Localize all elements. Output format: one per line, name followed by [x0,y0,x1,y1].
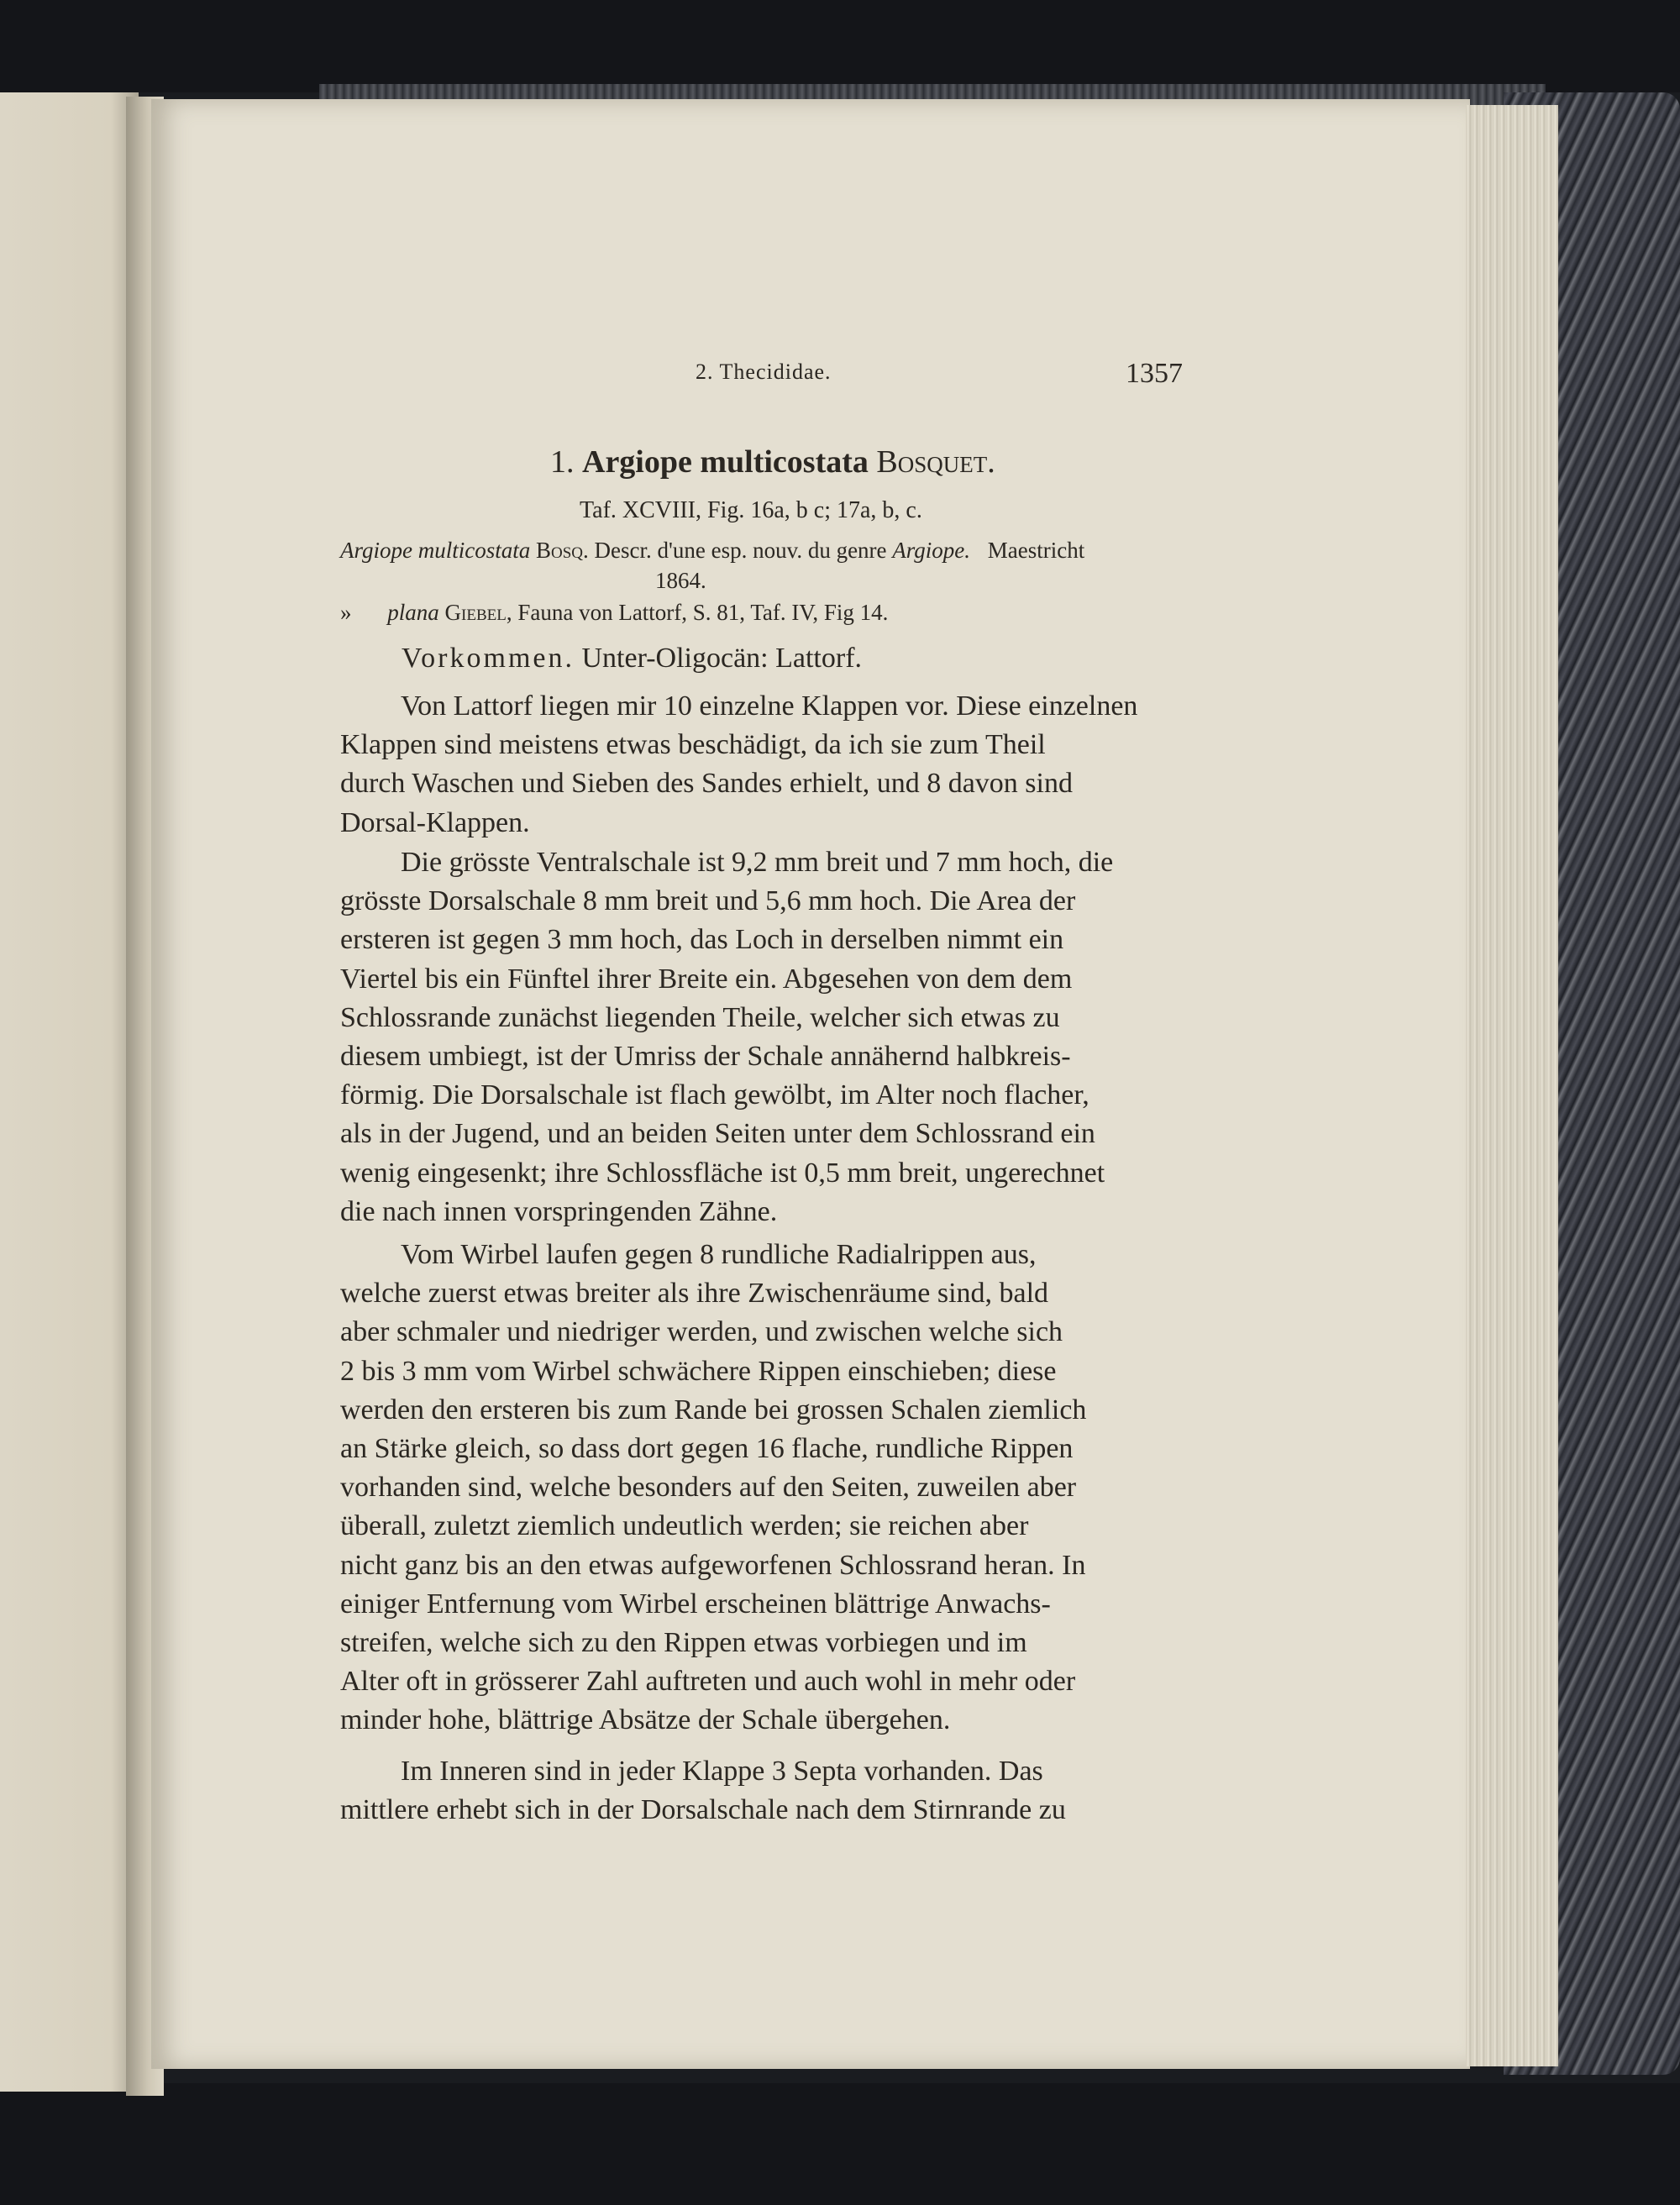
text-line: überall, zuletzt ziemlich undeutlich werden; sie reichen aber [340,1510,1029,1542]
text-line: einiger Entfernung vom Wirbel erscheinen blättrige Anwachs- [340,1588,1051,1620]
occurrence-label: Vorkommen. [402,643,575,674]
page-number: 1357 [1126,358,1183,389]
synonym-ditto-mark: » [340,600,352,625]
text-line: Dorsal-Klappen. [340,806,530,838]
background-top [0,0,1680,92]
synonym-reference-genus: Argiope. [892,538,971,563]
entry-number: 1. [550,444,575,480]
text-line: Schlossrande zunächst liegenden Theile, welcher sich etwas zu [340,1001,1060,1033]
background-bottom [0,2083,1680,2205]
synonym-name: plana [387,600,439,625]
text-line: Vom Wirbel laufen gegen 8 rundliche Radialrippen aus, [401,1239,1037,1270]
text-line: Klappen sind meistens etwas beschädigt, da ich sie zum Theil [340,729,1046,761]
synonym-reference: Fauna von Lattorf, S. 81, Taf. IV, Fig 14. [517,600,889,625]
text-line: durch Waschen und Sieben des Sandes erhielt, und 8 davon sind [340,768,1073,800]
text-line: Alter oft in grösserer Zahl auftreten und auch wohl in mehr oder [340,1666,1076,1698]
text-line: Von Lattorf liegen mir 10 einzelne Klappen vor. Diese einzelnen [401,690,1138,722]
synonymy-line-2 [340,600,888,626]
text-line: die nach innen vorspringenden Zähne. [340,1195,778,1227]
text-line: werden den ersteren bis zum Rande bei grossen Schalen ziemlich [340,1394,1087,1425]
synonymy-year: 1864. [655,568,706,593]
page-stack-edges [1466,105,1558,2066]
text-line: als in der Jugend, und an beiden Seiten unter dem Schlossrand ein [340,1118,1095,1150]
species-name: Argiope multicostata [582,444,869,480]
plate-reference: Taf. XCVIII, Fig. 16a, b c; 17a, b, c. [580,497,922,523]
text-line: Im Inneren sind in jeder Klappe 3 Septa vorhanden. Das [401,1756,1043,1787]
synonym-name: Argiope multicostata [340,538,531,563]
text-line: aber schmaler und niedriger werden, und zwischen welche sich [340,1316,1063,1348]
synonym-author: Giebel, [444,600,512,625]
text-line: streifen, welche sich zu den Rippen etwas vorbiegen und im [340,1627,1027,1658]
text-line: minder hohe, blättrige Absätze der Schale übergehen. [340,1704,951,1736]
left-page [0,92,139,2092]
text-line: welche zuerst etwas breiter als ihre Zwischenräume sind, bald [340,1278,1049,1310]
species-title [550,444,995,480]
running-head: 2. Thecididae. [696,360,832,384]
text-line: ersteren ist gegen 3 mm hoch, das Loch in derselben nimmt ein [340,924,1064,956]
synonym-author: Bosq. [535,538,589,563]
text-line: an Stärke gleich, so dass dort gegen 16 flache, rundliche Rippen [340,1433,1074,1464]
text-line: 2 bis 3 mm vom Wirbel schwächere Rippen einschieben; diese [340,1355,1057,1387]
text-line: diesem umbiegt, ist der Umriss der Schale annähernd halbkreis- [340,1041,1071,1072]
occurrence-line [402,643,862,675]
species-author: Bosquet. [876,444,995,480]
synonym-reference: Descr. d'une esp. nouv. du genre [594,538,887,563]
text-line: mittlere erhebt sich in der Dorsalschale nach dem Stirnrande zu [340,1794,1066,1826]
text-line: nicht ganz bis an den etwas aufgeworfenen Schlossrand heran. In [340,1549,1086,1581]
synonym-place: Maestricht [987,538,1085,563]
text-line: förmig. Die Dorsalschale ist flach gewölbt, im Alter noch flacher, [340,1079,1089,1111]
text-line: Die grösste Ventralschale ist 9,2 mm breit und 7 mm hoch, die [401,847,1114,878]
text-line: grösste Dorsalschale 8 mm breit und 5,6 mm hoch. Die Area der [340,885,1076,917]
text-line: wenig eingesenkt; ihre Schlossfläche ist 0,5 mm breit, ungerechnet [340,1157,1105,1189]
text-line: vorhanden sind, welche besonders auf den Seiten, zuweilen aber [340,1472,1077,1504]
occurrence-text: Unter-Oligocän: Lattorf. [581,643,863,674]
synonymy-line-1 [340,538,1084,564]
text-line: Viertel bis ein Fünftel ihrer Breite ein. Abgesehen von dem dem [340,963,1073,995]
